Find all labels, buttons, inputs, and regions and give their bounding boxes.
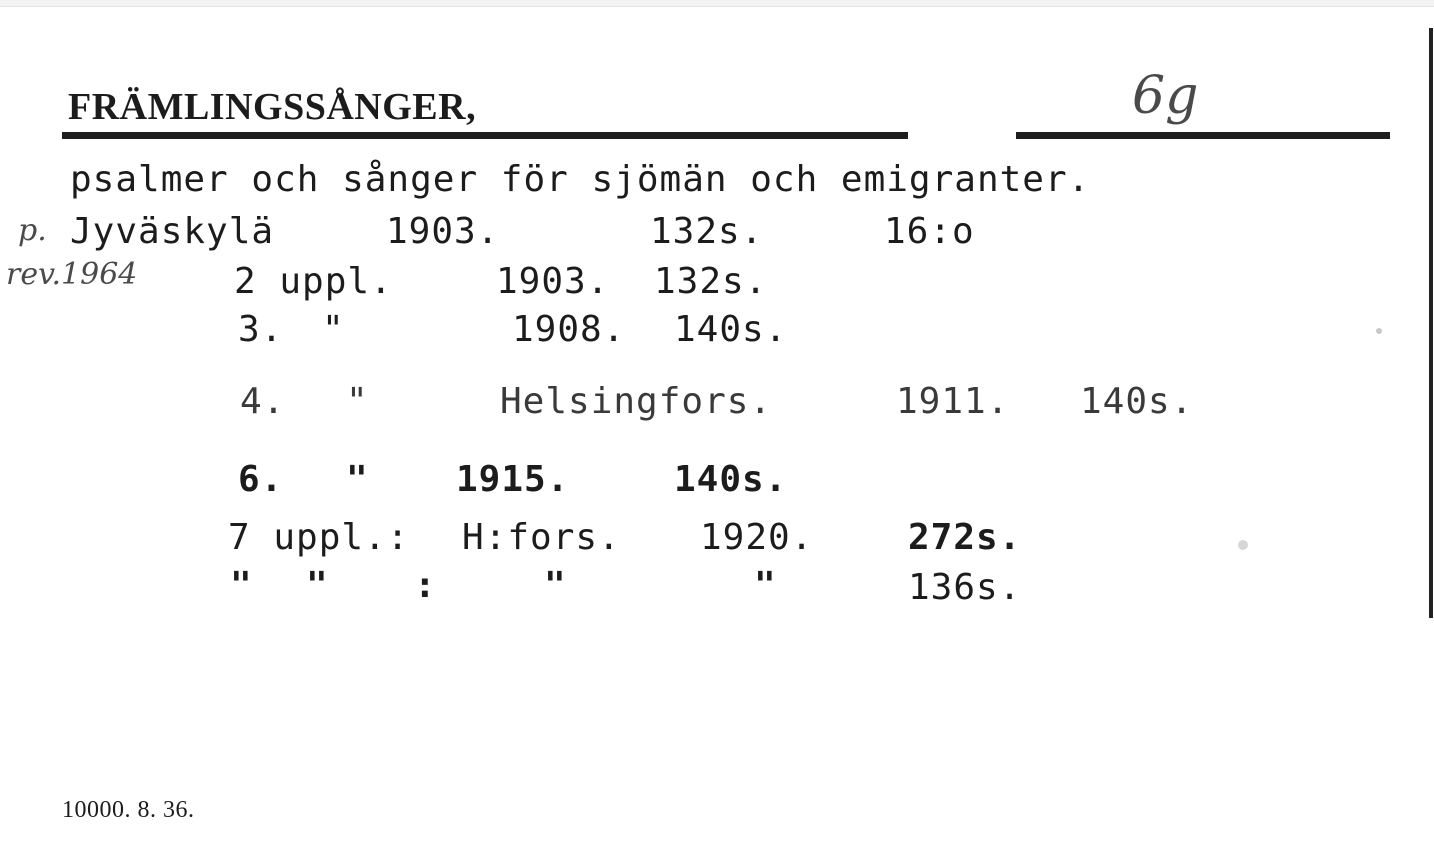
edition-7b-ditto-4: " [754,565,777,606]
first-edition-year: 1903. [386,211,500,252]
paper-speck [1376,328,1382,334]
handwritten-note-place: p. [18,213,47,248]
handwritten-shelfmark: 6g [1132,66,1199,126]
edition-3-ditto: " [322,309,345,350]
paper-speck [1238,540,1248,550]
edition-2-pages: 132s. [654,261,768,302]
edition-7b-ditto-1: " [230,565,253,606]
edition-6-label: 6. [238,459,284,500]
edition-2-year: 1903. [496,261,610,302]
heading-rule-left [62,132,908,139]
edition-4-place: Helsingfors. [500,381,773,422]
edition-4-ditto: " [346,381,369,422]
edition-7b-ditto-3: " [544,565,567,606]
first-edition-pages: 132s. [650,211,764,252]
edition-3-label: 3. [238,309,284,350]
edition-7-pages: 272s. [908,517,1022,558]
edition-4-pages: 140s. [1080,381,1194,422]
edition-3-year: 1908. [512,309,626,350]
edition-6-pages: 140s. [674,459,788,500]
edition-4-year: 1911. [896,381,1010,422]
first-edition-place: Jyväskylä [70,211,275,252]
edition-6-ditto: " [346,459,369,500]
edition-7-place: H:fors. [462,517,621,558]
edition-7b-pages: 136s. [908,567,1022,608]
edition-3-pages: 140s. [674,309,788,350]
card-heading: FRÄMLINGSSÅNGER, [68,86,477,128]
edition-7b-colon: : [414,565,437,606]
edition-7b-ditto-2: " [306,565,329,606]
edition-7-label: 7 uppl.: [228,517,410,558]
card-right-edge [1429,28,1433,618]
edition-2-label: 2 uppl. [234,261,393,302]
card-top-edge [0,0,1434,7]
heading-rule-right [1016,132,1390,139]
card-subtitle: psalmer och sånger för sjömän och emigranter. [70,159,1091,200]
handwritten-note-revision: rev.1964 [6,257,138,292]
edition-7-year: 1920. [700,517,814,558]
first-edition-format: 16:o [884,211,975,252]
print-code: 10000. 8. 36. [62,797,195,823]
edition-4-label: 4. [240,381,286,422]
edition-6-year: 1915. [456,459,570,500]
